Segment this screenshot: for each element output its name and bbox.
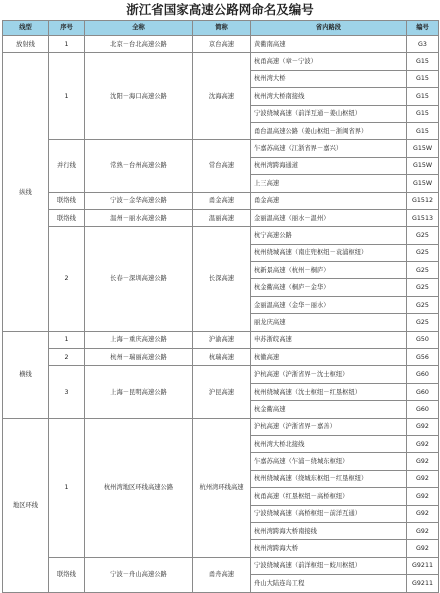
cell-short-name: 沪渝高速 — [193, 331, 251, 348]
cell-short-name: 杭瑞高速 — [193, 349, 251, 366]
cell-code: G92 — [407, 453, 439, 470]
table-row — [3, 349, 439, 366]
cell-segment: 沪杭高速（沪浙省界－沈士枢纽） — [251, 366, 407, 383]
header-full-name: 全称 — [85, 21, 193, 36]
cell-code: G25 — [407, 244, 439, 261]
cell-segment: 甬台温高速公路（姜山枢纽－浙闽省界） — [251, 122, 407, 139]
cell-segment: 杭州绕城高速（南庄兜枢纽－袁浦枢纽） — [251, 244, 407, 261]
cell-segment: 黄衢南高速 — [251, 36, 407, 53]
cell-segment: 杭金衢高速（桐庐－金华） — [251, 279, 407, 296]
cell-seq: 1 — [49, 36, 85, 53]
table-row — [3, 331, 439, 348]
cell-line-type: 纵线 — [3, 53, 49, 331]
cell-short-name: 长深高速 — [193, 227, 251, 331]
cell-code: G60 — [407, 401, 439, 418]
cell-segment: 宁波绕城高速（高桥枢纽－前洋互通） — [251, 505, 407, 522]
cell-segment: 杭州湾跨海大桥南接线 — [251, 522, 407, 539]
cell-segment: 金丽温高速（金华－丽水） — [251, 296, 407, 313]
cell-code: G1512 — [407, 192, 439, 209]
cell-segment: 金丽温高速（丽水－温州） — [251, 209, 407, 226]
cell-full-name: 沈阳－海口高速公路 — [85, 53, 193, 140]
cell-line-type: 横线 — [3, 331, 49, 418]
cell-short-name: 沈海高速 — [193, 53, 251, 140]
cell-code: G3 — [407, 36, 439, 53]
cell-code: G25 — [407, 262, 439, 279]
cell-segment: 杭甬高速（章－宁波） — [251, 53, 407, 70]
cell-full-name: 杭州湾地区环线高速公路 — [85, 418, 193, 557]
cell-code: G15W — [407, 157, 439, 174]
cell-seq: 1 — [49, 53, 85, 140]
cell-segment: 杭州湾跨海大桥 — [251, 540, 407, 557]
table-header-row — [3, 21, 439, 36]
cell-code: G92 — [407, 522, 439, 539]
cell-segment: 丽龙庆高速 — [251, 314, 407, 331]
cell-full-name: 上海－重庆高速公路 — [85, 331, 193, 348]
cell-code: G15 — [407, 105, 439, 122]
table-row — [3, 418, 439, 435]
cell-segment: 杭金衢高速 — [251, 401, 407, 418]
cell-segment: 乍嘉苏高速（江浙省界－嘉兴） — [251, 140, 407, 157]
cell-segment: 申苏浙皖高速 — [251, 331, 407, 348]
header-short-name: 简称 — [193, 21, 251, 36]
cell-code: G92 — [407, 435, 439, 452]
cell-short-name: 京台高速 — [193, 36, 251, 53]
cell-code: G15W — [407, 140, 439, 157]
cell-code: G60 — [407, 366, 439, 383]
cell-segment: 杭州绕城高速（沈士枢纽－红垦枢纽） — [251, 383, 407, 400]
table-row — [3, 140, 439, 157]
cell-short-name: 甬金高速 — [193, 192, 251, 209]
cell-segment: 杭州湾大桥 — [251, 70, 407, 87]
cell-code: G50 — [407, 331, 439, 348]
table-row — [3, 227, 439, 244]
cell-full-name: 宁波－舟山高速公路 — [85, 557, 193, 592]
cell-seq: 1 — [49, 331, 85, 348]
header-segment: 省内路段 — [251, 21, 407, 36]
cell-seq: 1 — [49, 418, 85, 557]
cell-short-name: 甬舟高速 — [193, 557, 251, 592]
cell-segment: 宁波绕城高速（前洋枢纽－蛟川枢纽） — [251, 557, 407, 574]
cell-line-type: 放射线 — [3, 36, 49, 53]
cell-segment: 杭宁高速公路 — [251, 227, 407, 244]
cell-code: G25 — [407, 314, 439, 331]
cell-segment: 杭州绕城高速（绕城东枢纽－红垦枢纽） — [251, 470, 407, 487]
cell-full-name: 上海－昆明高速公路 — [85, 366, 193, 418]
cell-seq: 联络线 — [49, 209, 85, 226]
table-row — [3, 209, 439, 226]
cell-code: G15 — [407, 70, 439, 87]
cell-code: G9211 — [407, 557, 439, 574]
page-title: 浙江省国家高速公路网命名及编号 — [126, 2, 314, 17]
cell-seq: 2 — [49, 227, 85, 331]
cell-segment: 沪杭高速（沪浙省界－嘉善） — [251, 418, 407, 435]
cell-short-name: 沪昆高速 — [193, 366, 251, 418]
table-row — [3, 366, 439, 383]
cell-seq: 并行线 — [49, 140, 85, 192]
expressway-table — [2, 20, 439, 593]
cell-code: G56 — [407, 349, 439, 366]
cell-segment: 甬金高速 — [251, 192, 407, 209]
cell-code: G92 — [407, 505, 439, 522]
cell-code: G25 — [407, 279, 439, 296]
cell-segment: 乍嘉苏高速（乍浦－绕城东枢纽） — [251, 453, 407, 470]
cell-seq: 3 — [49, 366, 85, 418]
cell-full-name: 常熟－台州高速公路 — [85, 140, 193, 192]
cell-segment: 杭州湾跨海通道 — [251, 157, 407, 174]
cell-code: G92 — [407, 488, 439, 505]
cell-seq: 联络线 — [49, 192, 85, 209]
cell-full-name: 温州－丽水高速公路 — [85, 209, 193, 226]
cell-short-name: 温丽高速 — [193, 209, 251, 226]
cell-segment: 杭新景高速（杭州－桐庐） — [251, 262, 407, 279]
cell-code: G25 — [407, 296, 439, 313]
cell-segment: 杭徽高速 — [251, 349, 407, 366]
cell-code: G60 — [407, 383, 439, 400]
header-code: 编号 — [407, 21, 439, 36]
cell-code: G92 — [407, 418, 439, 435]
cell-code: G1513 — [407, 209, 439, 226]
cell-full-name: 北京－台北高速公路 — [85, 36, 193, 53]
cell-code: G9211 — [407, 575, 439, 592]
cell-short-name: 常台高速 — [193, 140, 251, 192]
cell-seq: 2 — [49, 349, 85, 366]
cell-code: G15 — [407, 88, 439, 105]
cell-full-name: 杭州－瑞丽高速公路 — [85, 349, 193, 366]
cell-segment: 上三高速 — [251, 175, 407, 192]
cell-segment: 杭州湾大桥南接线 — [251, 88, 407, 105]
table-row — [3, 192, 439, 209]
header-seq: 序号 — [49, 21, 85, 36]
header-line-type: 线型 — [3, 21, 49, 36]
table-row — [3, 557, 439, 574]
cell-code: G92 — [407, 470, 439, 487]
table-row — [3, 53, 439, 70]
cell-code: G25 — [407, 227, 439, 244]
cell-full-name: 长春－深圳高速公路 — [85, 227, 193, 331]
cell-segment: 杭甬高速（红垦枢纽－高桥枢纽） — [251, 488, 407, 505]
cell-code: G15 — [407, 122, 439, 139]
cell-segment: 宁波绕城高速（前洋互通－姜山枢纽） — [251, 105, 407, 122]
cell-full-name: 宁波－金华高速公路 — [85, 192, 193, 209]
cell-segment: 舟山大陆连岛工程 — [251, 575, 407, 592]
cell-code: G92 — [407, 540, 439, 557]
cell-code: G15W — [407, 175, 439, 192]
cell-seq: 联络线 — [49, 557, 85, 592]
cell-short-name: 杭州湾环线高速 — [193, 418, 251, 557]
cell-code: G15 — [407, 53, 439, 70]
cell-segment: 杭州湾大桥北接线 — [251, 435, 407, 452]
table-row — [3, 36, 439, 53]
cell-line-type: 地区环线 — [3, 418, 49, 592]
